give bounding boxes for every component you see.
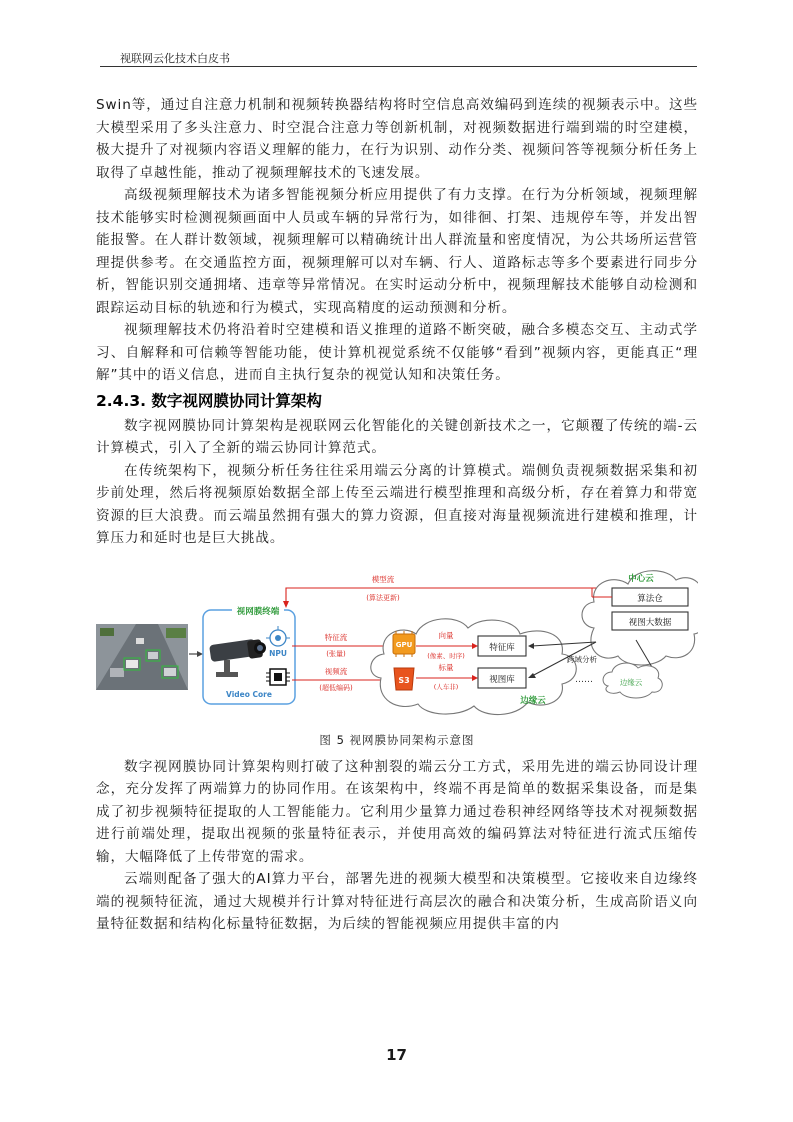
npu-label: NPU [269,648,287,658]
architecture-diagram [96,568,698,728]
figure-caption: 图 5 视网膜协同架构示意图 [319,732,475,747]
page-header [100,48,697,67]
algo-update-label: (算法更新) [366,593,400,602]
vector-label: 向量 [438,630,454,640]
paragraph: 数字视网膜协同计算架构则打破了这种割裂的端云分工方式，采用先进的端云协同设计理念，充分发挥了两端算力的协同作用。在该架构中，终端不再是简单的数据采集设备，而是集成了初步视频特征提取的人工智能能力。它利用少量算力通过卷积神经网络等技术对视频数据进行前端处理，提取出视频的张量特征表示，并使用高效的编码算法对特征进行流式压缩传输，大幅降低了上传带宽的需求。 [96,758,698,865]
terminal-label: 视网膜终端 [236,606,280,617]
edge-cloud-small-label: 边缘云 [619,677,643,687]
paragraph: 在传统架构下，视频分析任务往往采用端云分离的计算模式。端侧负责视频数据采集和初步前处理，然后将视频原始数据全部上传至云端进行模型推理和高级分析，存在着算力和带宽资源的巨大浪费。而云端虽然拥有强大的算力资源，但直接对海量视频流进行建模和推理，计算压力和延时也是巨大挑战。 [96,462,698,546]
vector-sub-label: (像素、时序) [427,651,465,660]
paragraph: 视频理解技术仍将沿着时空建模和语义推理的道路不断突破，融合多模态交互、主动式学习、自解释和可信赖等智能功能，使计算机视觉系统不仅能够“看到”视频内容，更能真正“理解”其中的语义信息，进而自主执行复杂的视觉认知和决策任务。 [96,322,698,383]
algo-store-label: 算法仓 [637,593,663,604]
paragraph: 高级视频理解技术为诸多智能视频分析应用提供了有力支撑。在行为分析领域，视频理解技术能够实时检测视频画面中人员或车辆的异常行为，如徘徊、打架、违规停车等，并发出智能报警。在人群计数领域，视频理解可以精确统计出人群流量和密度情况，为公共场所运营管理提供参考。在交通监控方面，视频理解可以对车辆、行人、道路标志等多个要素进行同步分析，智能识别交通拥堵、违章等异常情况。在实时运动分析中，视频理解技术能够自动检测和跟踪运动目标的轨迹和行为模式，实现高精度的运动预测和分析。 [96,187,698,316]
tag-sub-label: (人车非) [433,682,459,691]
ellipsis-label: …… [575,674,593,685]
traffic-photo [96,624,188,690]
paragraph: 数字视网膜协同计算架构是视联网云化智能化的关键创新技术之一，它颠覆了传统的端-云计算模式，引入了全新的端云协同计算范式。 [96,417,698,456]
model-flow-label: 模型流 [371,574,395,584]
video-flow-label: 视频流 [324,666,348,676]
paragraphs-after [96,756,698,936]
s3-label: S3 [398,675,410,685]
big-data-label: 视图大数据 [628,617,672,628]
feature-flow-label: 特征流 [324,632,348,642]
paragraph: 云端则配备了强大的AI算力平台，部署先进的视频大模型和决策模型。它接收来自边缘终端的视频特征流，通过大规模并行计算对特征进行高层次的融合和决策分析，生成高阶语义向量特征数据和结构化标量特征数据，为后续的智能视频应用提供丰富的内 [96,871,698,932]
paragraphs-middle [96,415,698,550]
feature-lib-label: 特征库 [489,642,515,653]
page-content [96,94,698,936]
edge-cloud-label: 边缘云 [520,695,546,706]
tensor-label: (张量) [326,649,346,658]
section-heading: 2.4.3. 数字视网膜协同计算架构 [96,391,322,410]
tag-label: 标量 [438,662,454,672]
ultra-low-code-label: (超低编码) [319,683,353,692]
header-title: 视联网云化技术白皮书 [120,52,230,65]
video-core-label: Video Core [226,689,272,699]
page-number: 17 [386,1046,407,1064]
gpu-label: GPU [395,640,413,649]
view-lib-label: 视图库 [489,674,515,685]
architecture-figure [96,568,698,728]
paragraphs-before [96,94,698,387]
cross-domain-label: 跨域分析 [567,654,597,664]
center-cloud-label: 中心云 [628,573,654,584]
paragraph: Swin等，通过自注意力机制和视频转换器结构将时空信息高效编码到连续的视频表示中。这些大模型采用了多头注意力、时空混合注意力等创新机制，对视频数据进行端到端的时空建模，极大提升了对视频内容语义理解的能力，在行为识别、动作分类、视频问答等视频分析任务上取得了卓越性能，推动了视频理解技术的飞速发展。 [96,97,698,181]
